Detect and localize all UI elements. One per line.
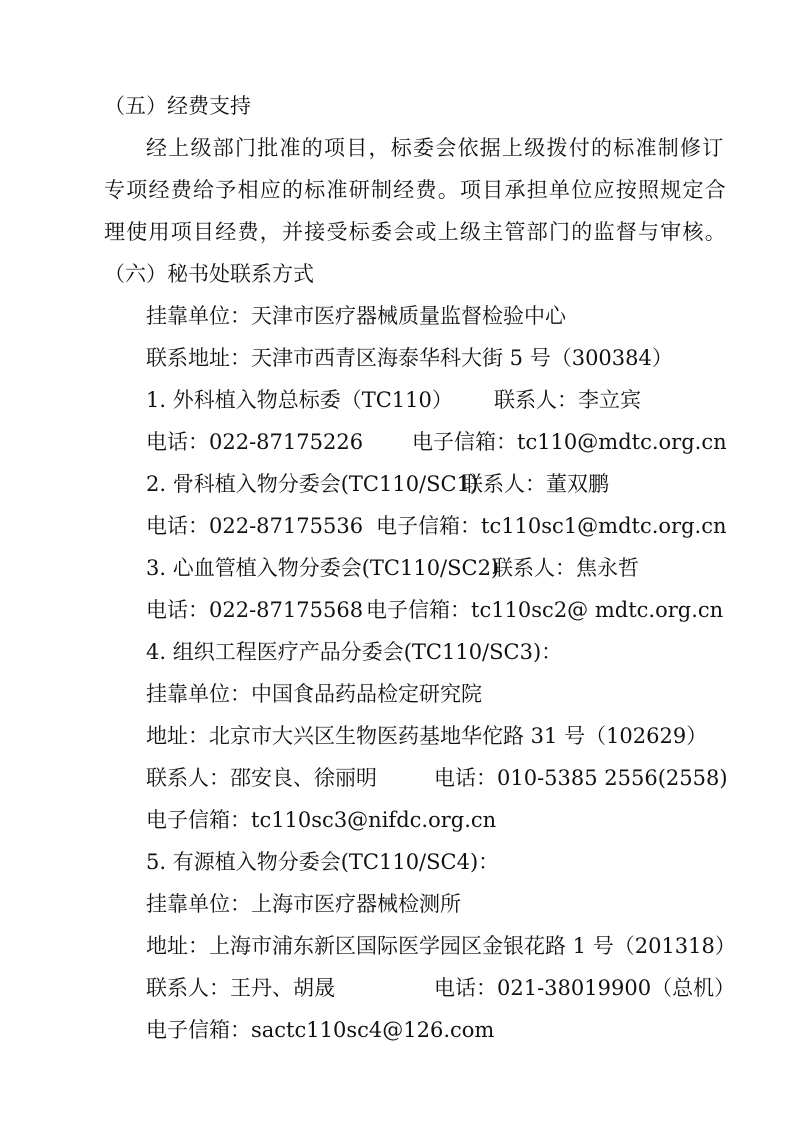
committee-4-phone: 电话：010-5385 2556(2558) (434, 766, 728, 790)
committee-5-phone: 电话：021-38019900（总机） (434, 976, 736, 1000)
committee-2-contact: 联系人：董双鹏 (462, 472, 609, 496)
committee-2-title: 2. 骨科植入物分委会(TC110/SC1) (146, 472, 479, 496)
committee-5-title: 5. 有源植入物分委会(TC110/SC4)： (146, 850, 500, 874)
committee-4-host-unit: 挂靠单位：中国食品药品检定研究院 (146, 682, 482, 706)
committee-1-phone: 电话：022-87175226 (146, 430, 364, 454)
funding-paragraph-line-2: 专项经费给予相应的标准研制经费。项目承担单位应按照规定合 (104, 178, 727, 202)
committee-5-host-unit: 挂靠单位：上海市医疗器械检测所 (146, 892, 461, 916)
committee-3-contact: 联系人：焦永哲 (492, 556, 639, 580)
committee-3-title: 3. 心血管植入物分委会(TC110/SC2) (146, 556, 500, 580)
committee-5-email: 电子信箱：sactc110sc4@126.com (146, 1018, 495, 1042)
committee-2-email: 电子信箱：tc110sc1@mdtc.org.cn (376, 514, 727, 538)
secretariat-address: 联系地址：天津市西青区海泰华科大街 5 号（300384） (146, 346, 673, 370)
committee-1-title: 1. 外科植入物总标委（TC110） (146, 388, 453, 412)
section-heading-funding: （五）经费支持 (104, 94, 251, 118)
funding-paragraph-line-3: 理使用项目经费，并接受标委会或上级主管部门的监督与审核。 (104, 220, 727, 244)
committee-4-title: 4. 组织工程医疗产品分委会(TC110/SC3)： (146, 640, 563, 664)
funding-paragraph-line-1: 经上级部门批准的项目，标委会依据上级拨付的标准制修订 (146, 136, 725, 160)
committee-4-contact: 联系人：邵安良、徐丽明 (146, 766, 377, 790)
committee-3-email: 电子信箱：tc110sc2@ mdtc.org.cn (366, 598, 724, 622)
committee-2-phone: 电话：022-87175536 (146, 514, 364, 538)
section-heading-secretariat: （六）秘书处联系方式 (104, 262, 314, 286)
committee-5-address: 地址：上海市浦东新区国际医学园区金银花路 1 号（201318） (146, 934, 736, 958)
committee-4-address: 地址：北京市大兴区生物医药基地华佗路 31 号（102629） (146, 724, 708, 748)
secretariat-host-unit: 挂靠单位：天津市医疗器械质量监督检验中心 (146, 304, 566, 328)
committee-1-email: 电子信箱：tc110@mdtc.org.cn (412, 430, 727, 454)
committee-1-contact: 联系人：李立宾 (494, 388, 641, 412)
committee-3-phone: 电话：022-87175568 (146, 598, 364, 622)
committee-4-email: 电子信箱：tc110sc3@nifdc.org.cn (146, 808, 497, 832)
committee-5-contact: 联系人：王丹、胡晟 (146, 976, 335, 1000)
